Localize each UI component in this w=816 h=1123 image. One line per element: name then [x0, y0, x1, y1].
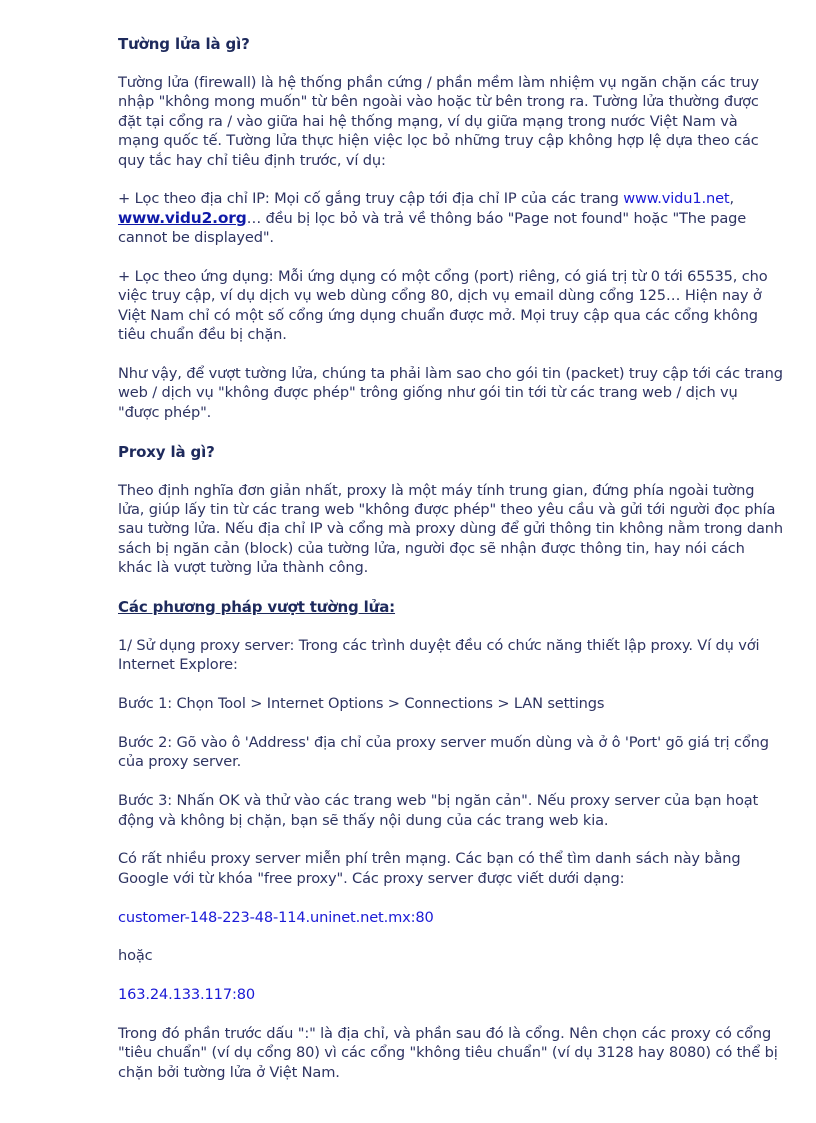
link-separator: , — [729, 190, 734, 208]
link-vidu1[interactable]: www.vidu1.net — [623, 190, 730, 208]
paragraph-ip-filter — [118, 189, 783, 247]
step-3: Bước 3: Nhấn OK và thử vào các trang web "bị ngăn cản". Nếu proxy server của bạn hoạt động và không bị chặn, bạn sẽ thấy nội dung của các trang web kia. — [118, 792, 759, 829]
paragraph-proxy-definition: Theo định nghĩa đơn giản nhất, proxy là một máy tính trung gian, đứng phía ngoài tường lửa, giúp lấy tin từ các trang web "không được phép" theo yêu cầu và gửi tới người đọc phía sau tường lửa. Nếu địa chỉ IP và cổng mà proxy dùng để gửi thông tin không nằm trong danh sách bị ngăn cản (block) của tường lửa, người đọc sẽ nhận được thông tin, hay nói cách khác là vượt tường lửa thành công. — [118, 481, 783, 577]
heading-proxy: Proxy là gì? — [118, 442, 215, 461]
link-vidu2[interactable]: www.vidu2.org — [118, 208, 247, 227]
paragraph-app-filter: + Lọc theo ứng dụng: Mỗi ứng dụng có một cổng (port) riêng, có giá trị từ 0 tới 65535, cho việc truy cập, ví dụ dịch vụ web dùng cổng 80, dịch vụ email dùng cổng 125… Hiện nay ở Việt Nam chỉ có một số cổng ứng dụng chuẩn được mở. Mọi truy cập qua các cổng không tiêu chuẩn đều bị chặn. — [118, 268, 768, 344]
document-body — [118, 34, 783, 1102]
paragraph-free-proxy: Có rất nhiều proxy server miễn phí trên mạng. Các bạn có thể tìm danh sách này bằng Google với từ khóa "free proxy". Các proxy server được viết dưới dạng: — [118, 850, 741, 887]
paragraph-firewall-definition: Tường lửa (firewall) là hệ thống phần cứng / phần mềm làm nhiệm vụ ngăn chặn các truy nhập "không mong muốn" từ bên ngoài vào hoặc từ bên trong ra. Tường lửa thường được đặt tại cổng ra / vào giữa hai hệ thống mạng, ví dụ giữa mạng trong nước Việt Nam và mạng quốc tế. Tường lửa thực hiện việc lọc bỏ những truy cập không hợp lệ dựa theo các quy tắc hay chỉ tiêu định trước, ví dụ: — [118, 74, 759, 169]
or-text: hoặc — [118, 947, 153, 965]
paragraph-proxy-server: 1/ Sử dụng proxy server: Trong các trình duyệt đều có chức năng thiết lập proxy. Ví dụ với Internet Explore: — [118, 637, 760, 674]
heading-bypass-methods: Các phương pháp vượt tường lửa: — [118, 598, 396, 617]
proxy-example-ip: 163.24.133.117:80 — [118, 986, 255, 1004]
paragraph-port-advice: Trong đó phần trước dấu ":" là địa chỉ, và phần sau đó là cổng. Nên chọn các proxy có cổng "tiêu chuẩn" (ví dụ cổng 80) vì các cổng "không tiêu chuẩn" (ví dụ 3128 hay 8080) có thể bị chặn bởi tường lửa ở Việt Nam. — [118, 1025, 778, 1081]
proxy-example-hostname: customer-148-223-48-114.uninet.net.mx:80 — [118, 908, 434, 926]
ip-filter-suffix: … đều bị lọc bỏ và trả về thông báo "Page not found" hoặc "The page cannot be displayed". — [118, 209, 747, 247]
step-2: Bước 2: Gõ vào ô 'Address' địa chỉ của proxy server muốn dùng và ở ô 'Port' gõ giá trị cổng của proxy server. — [118, 734, 769, 771]
paragraph-firewall-conclusion: Như vậy, để vượt tường lửa, chúng ta phải làm sao cho gói tin (packet) truy cập tới các trang web / dịch vụ "không được phép" trông giống như gói tin tới từ các trang web / dịch vụ "được phép". — [118, 365, 783, 421]
ip-filter-text: + Lọc theo địa chỉ IP: Mọi cố gắng truy cập tới địa chỉ IP của các trang — [118, 190, 624, 208]
step-1: Bước 1: Chọn Tool > Internet Options > Connections > LAN settings — [118, 695, 605, 713]
heading-firewall: Tường lửa là gì? — [118, 35, 250, 53]
